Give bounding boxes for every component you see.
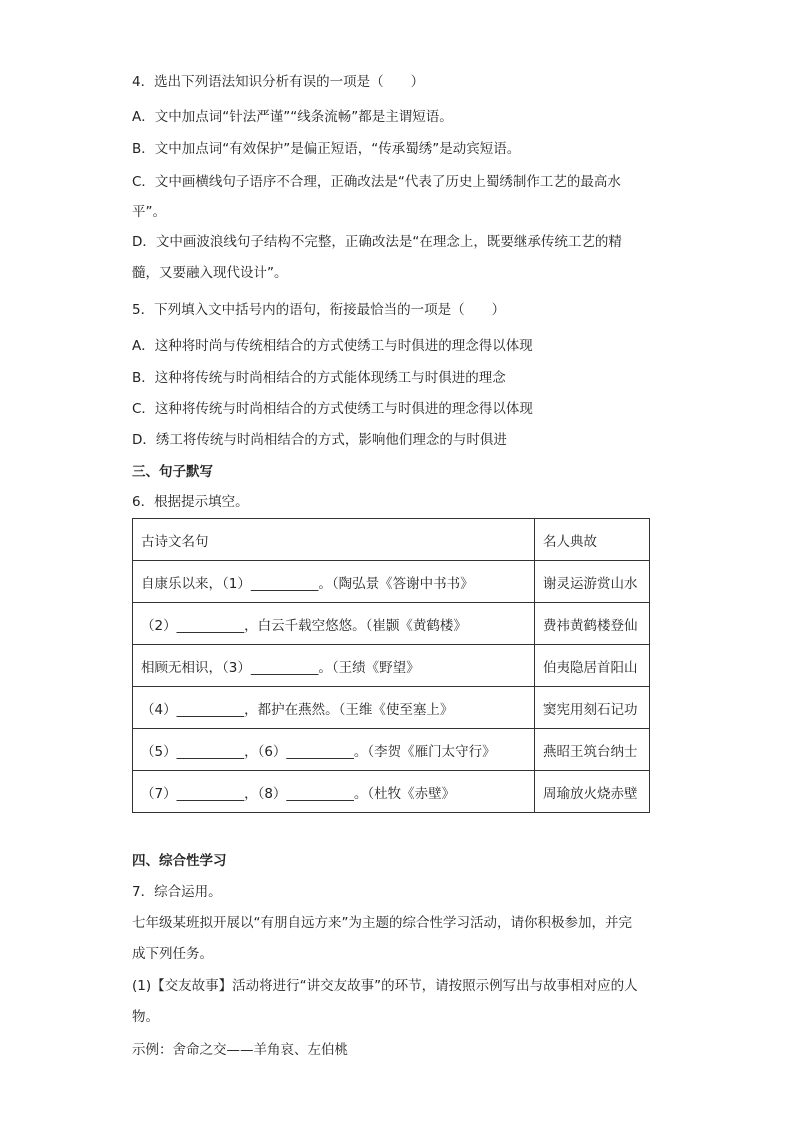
task-1-line2: 物。 (132, 1009, 159, 1025)
task-1-example: 示例：舍命之交——羊角哀、左伯桃 (132, 1042, 348, 1058)
question-4-option-b: B．文中加点词“有效保护”是偏正短语，“传承蜀绣”是动宾短语。 (132, 141, 521, 157)
allusion-cell: 窦宪用刻石记功 (535, 687, 650, 729)
allusion-cell: 燕昭王筑台纳士 (535, 729, 650, 771)
question-7-stem: 7．综合运用。 (132, 884, 222, 900)
question-5-option-b: B．这种将传统与时尚相结合的方式能体现绣工与时俱进的理念 (132, 370, 506, 386)
question-4-option-c-line2: 平”。 (132, 204, 166, 220)
question-4-option-c-line1: C．文中画横线句子语序不合理，正确改法是“代表了历史上蜀绣制作工艺的最高水 (132, 174, 621, 190)
allusion-cell: 谢灵运游赏山水 (535, 561, 650, 603)
table-row (133, 687, 650, 729)
poem-line-cell: （4）__________，都护在燕然。（王维《使至塞上》 (133, 687, 535, 729)
table-header-cell: 古诗文名句 (133, 519, 535, 561)
question-5-option-a: A．这种将时尚与传统相结合的方式使绣工与时俱进的理念得以体现 (132, 338, 533, 354)
question-5-option-d: D．绣工将传统与时尚相结合的方式，影响他们理念的与时俱进 (132, 432, 507, 448)
question-4-option-d-line1: D．文中画波浪线句子结构不完整，正确改法是“在理念上，既要继承传统工艺的精 (132, 234, 622, 250)
allusion-cell: 伯夷隐居首阳山 (535, 645, 650, 687)
poem-line-cell: 相顾无相识，（3）__________。（王绩《野望》 (133, 645, 535, 687)
question-6-stem: 6．根据提示填空。 (132, 494, 249, 510)
question-5-option-c: C．这种将传统与时尚相结合的方式使绣工与时俱进的理念得以体现 (132, 401, 533, 417)
table-row (133, 603, 650, 645)
table-row (133, 561, 650, 603)
question-7-intro-line1: 七年级某班拟开展以“有朋自远方来”为主题的综合性学习活动，请你积极参加，并完 (132, 915, 632, 931)
section-4-heading: 四、综合性学习 (132, 853, 227, 869)
allusion-cell: 费祎黄鹤楼登仙 (535, 603, 650, 645)
poem-line-cell: （2）__________，白云千载空悠悠。（崔颢《黄鹤楼》 (133, 603, 535, 645)
question-7-intro-line2: 成下列任务。 (132, 946, 213, 962)
section-3-heading: 三、句子默写 (132, 464, 213, 480)
poem-line-cell: （5）__________，（6）__________。（李贺《雁门太守行》 (133, 729, 535, 771)
question-4-option-d-line2: 髓，又要融入现代设计”。 (132, 265, 288, 281)
table-header-row (133, 519, 650, 561)
allusion-cell: 周瑜放火烧赤壁 (535, 771, 650, 813)
poem-line-cell: （7）__________，（8）__________。（杜牧《赤壁》 (133, 771, 535, 813)
question-5-stem: 5．下列填入文中括号内的语句，衔接最恰当的一项是（ ） (132, 302, 506, 318)
poem-quote-table (132, 518, 650, 813)
table-header-cell: 名人典故 (535, 519, 650, 561)
question-4-stem: 4．选出下列语法知识分析有误的一项是（ ） (132, 74, 425, 90)
task-1-line1: (1)【交友故事】活动将进行“讲交友故事”的环节，请按照示例写出与故事相对应的人 (132, 978, 638, 994)
table-row (133, 771, 650, 813)
question-4-option-a: A．文中加点词“针法严谨”“线条流畅”都是主谓短语。 (132, 109, 453, 125)
table-row (133, 645, 650, 687)
table-row (133, 729, 650, 771)
poem-line-cell: 自康乐以来，（1）__________。（陶弘景《答谢中书书》 (133, 561, 535, 603)
